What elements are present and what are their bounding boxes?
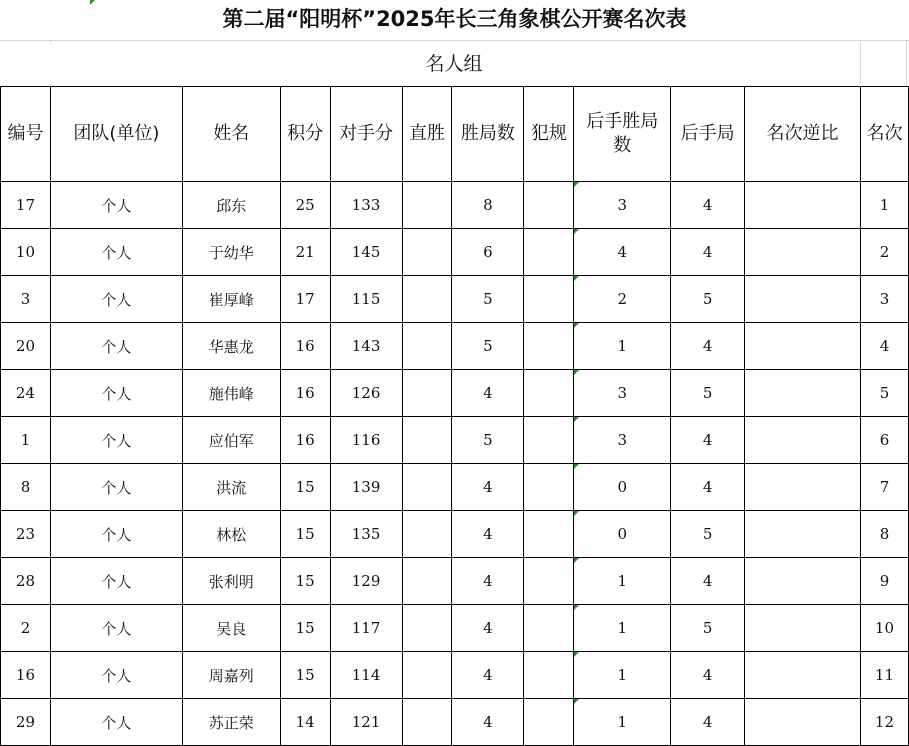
cell-comment-marker xyxy=(574,511,579,516)
cell-opponent-score: 139 xyxy=(330,464,402,511)
cell-comment-marker xyxy=(90,0,95,5)
table-row xyxy=(1,605,909,652)
ranking-table xyxy=(0,86,909,746)
group-title: 名人组 xyxy=(50,44,858,84)
cell-wins: 5 xyxy=(452,323,524,370)
cell-team: 个人 xyxy=(50,511,182,558)
cell-name: 张利明 xyxy=(182,558,280,605)
cell-wins: 4 xyxy=(452,370,524,417)
cell-fouls xyxy=(524,699,574,746)
cell-wins: 6 xyxy=(452,229,524,276)
col-header-wins: 胜局数 xyxy=(452,87,524,182)
cell-rank: 4 xyxy=(860,323,908,370)
cell-direct-win xyxy=(402,229,452,276)
header-row xyxy=(1,87,909,182)
cell-direct-win xyxy=(402,558,452,605)
cell-score: 15 xyxy=(280,464,330,511)
cell-team: 个人 xyxy=(50,558,182,605)
cell-name: 于幼华 xyxy=(182,229,280,276)
cell-id: 10 xyxy=(1,229,51,276)
cell-opponent-score: 145 xyxy=(330,229,402,276)
cell-score: 16 xyxy=(280,323,330,370)
cell-direct-win xyxy=(402,605,452,652)
cell-comment-marker xyxy=(574,652,579,657)
cell-black-games: 5 xyxy=(671,370,745,417)
cell-comment-marker xyxy=(574,464,579,469)
cell-comment-marker xyxy=(574,605,579,610)
cell-black-games: 4 xyxy=(671,417,745,464)
cell-rank-ratio xyxy=(745,276,861,323)
cell-team: 个人 xyxy=(50,652,182,699)
cell-comment-marker xyxy=(574,417,579,422)
cell-black-games: 4 xyxy=(671,699,745,746)
cell-team: 个人 xyxy=(50,276,182,323)
cell-direct-win xyxy=(402,370,452,417)
cell-black-wins: 3 xyxy=(574,417,671,464)
cell-score: 16 xyxy=(280,370,330,417)
cell-score: 21 xyxy=(280,229,330,276)
cell-rank-ratio xyxy=(745,323,861,370)
cell-black-wins: 3 xyxy=(574,182,671,229)
cell-rank: 8 xyxy=(860,511,908,558)
cell-direct-win xyxy=(402,323,452,370)
cell-fouls xyxy=(524,323,574,370)
cell-direct-win xyxy=(402,417,452,464)
cell-fouls xyxy=(524,182,574,229)
cell-black-games: 4 xyxy=(671,323,745,370)
cell-team: 个人 xyxy=(50,605,182,652)
cell-black-wins: 3 xyxy=(574,370,671,417)
cell-team: 个人 xyxy=(50,464,182,511)
cell-comment-marker xyxy=(574,370,579,375)
table-row xyxy=(1,511,909,558)
cell-score: 17 xyxy=(280,276,330,323)
cell-id: 23 xyxy=(1,511,51,558)
cell-rank-ratio xyxy=(745,652,861,699)
cell-rank: 11 xyxy=(860,652,908,699)
cell-id: 2 xyxy=(1,605,51,652)
cell-fouls xyxy=(524,276,574,323)
col-header-opponent-score: 对手分 xyxy=(330,87,402,182)
cell-id: 20 xyxy=(1,323,51,370)
cell-wins: 5 xyxy=(452,417,524,464)
col-header-fouls: 犯规 xyxy=(524,87,574,182)
col-header-direct-win: 直胜 xyxy=(402,87,452,182)
cell-comment-marker xyxy=(574,558,579,563)
cell-direct-win xyxy=(402,511,452,558)
cell-rank-ratio xyxy=(745,558,861,605)
cell-direct-win xyxy=(402,699,452,746)
cell-black-games: 5 xyxy=(671,276,745,323)
cell-name: 施伟峰 xyxy=(182,370,280,417)
col-header-rank-ratio: 名次逆比 xyxy=(745,87,861,182)
cell-name: 吴良 xyxy=(182,605,280,652)
cell-fouls xyxy=(524,511,574,558)
cell-name: 邱东 xyxy=(182,182,280,229)
cell-rank: 6 xyxy=(860,417,908,464)
cell-black-wins: 1 xyxy=(574,323,671,370)
cell-wins: 4 xyxy=(452,652,524,699)
cell-rank: 9 xyxy=(860,558,908,605)
cell-id: 3 xyxy=(1,276,51,323)
cell-wins: 8 xyxy=(452,182,524,229)
table-row xyxy=(1,370,909,417)
cell-wins: 5 xyxy=(452,276,524,323)
cell-score: 15 xyxy=(280,511,330,558)
cell-wins: 4 xyxy=(452,511,524,558)
cell-rank: 1 xyxy=(860,182,908,229)
cell-direct-win xyxy=(402,182,452,229)
cell-rank: 3 xyxy=(860,276,908,323)
cell-rank: 7 xyxy=(860,464,908,511)
cell-black-wins: 1 xyxy=(574,652,671,699)
cell-black-wins: 1 xyxy=(574,699,671,746)
cell-black-games: 4 xyxy=(671,182,745,229)
cell-black-games: 5 xyxy=(671,511,745,558)
cell-opponent-score: 135 xyxy=(330,511,402,558)
cell-id: 16 xyxy=(1,652,51,699)
cell-opponent-score: 126 xyxy=(330,370,402,417)
cell-id: 29 xyxy=(1,699,51,746)
page-title: 第二届“阳明杯”2025年长三角象棋公开赛名次表 xyxy=(0,0,909,40)
cell-score: 15 xyxy=(280,652,330,699)
cell-team: 个人 xyxy=(50,370,182,417)
cell-rank-ratio xyxy=(745,605,861,652)
table-row xyxy=(1,699,909,746)
cell-name: 周嘉列 xyxy=(182,652,280,699)
cell-id: 24 xyxy=(1,370,51,417)
cell-id: 1 xyxy=(1,417,51,464)
cell-fouls xyxy=(524,652,574,699)
cell-wins: 4 xyxy=(452,605,524,652)
col-header-name: 姓名 xyxy=(182,87,280,182)
cell-black-games: 4 xyxy=(671,464,745,511)
cell-opponent-score: 133 xyxy=(330,182,402,229)
cell-rank-ratio xyxy=(745,370,861,417)
cell-fouls xyxy=(524,464,574,511)
cell-comment-marker xyxy=(574,323,579,328)
cell-id: 8 xyxy=(1,464,51,511)
table-row xyxy=(1,417,909,464)
cell-black-wins: 1 xyxy=(574,605,671,652)
cell-name: 洪流 xyxy=(182,464,280,511)
cell-black-wins: 1 xyxy=(574,558,671,605)
cell-wins: 4 xyxy=(452,558,524,605)
cell-direct-win xyxy=(402,276,452,323)
cell-score: 16 xyxy=(280,417,330,464)
cell-rank: 12 xyxy=(860,699,908,746)
table-row xyxy=(1,276,909,323)
cell-black-games: 5 xyxy=(671,605,745,652)
cell-opponent-score: 115 xyxy=(330,276,402,323)
cell-id: 28 xyxy=(1,558,51,605)
cell-team: 个人 xyxy=(50,699,182,746)
cell-name: 崔厚峰 xyxy=(182,276,280,323)
cell-black-wins: 2 xyxy=(574,276,671,323)
cell-rank-ratio xyxy=(745,417,861,464)
col-header-rank: 名次 xyxy=(860,87,908,182)
cell-opponent-score: 117 xyxy=(330,605,402,652)
table-row xyxy=(1,558,909,605)
cell-comment-marker xyxy=(574,229,579,234)
cell-black-wins: 0 xyxy=(574,511,671,558)
cell-rank-ratio xyxy=(745,464,861,511)
cell-team: 个人 xyxy=(50,417,182,464)
col-header-team: 团队(单位) xyxy=(50,87,182,182)
cell-rank-ratio xyxy=(745,182,861,229)
cell-rank-ratio xyxy=(745,699,861,746)
table-row xyxy=(1,652,909,699)
cell-name: 华惠龙 xyxy=(182,323,280,370)
cell-fouls xyxy=(524,229,574,276)
cell-rank: 2 xyxy=(860,229,908,276)
cell-opponent-score: 114 xyxy=(330,652,402,699)
table-row xyxy=(1,323,909,370)
cell-rank: 5 xyxy=(860,370,908,417)
cell-black-games: 4 xyxy=(671,558,745,605)
col-header-black-wins: 后手胜局数 xyxy=(574,87,671,182)
cell-opponent-score: 121 xyxy=(330,699,402,746)
cell-opponent-score: 129 xyxy=(330,558,402,605)
cell-fouls xyxy=(524,417,574,464)
cell-direct-win xyxy=(402,652,452,699)
cell-black-wins: 4 xyxy=(574,229,671,276)
cell-team: 个人 xyxy=(50,229,182,276)
cell-comment-marker xyxy=(574,276,579,281)
cell-fouls xyxy=(524,370,574,417)
col-header-score: 积分 xyxy=(280,87,330,182)
cell-score: 14 xyxy=(280,699,330,746)
cell-opponent-score: 143 xyxy=(330,323,402,370)
cell-name: 应伯军 xyxy=(182,417,280,464)
cell-wins: 4 xyxy=(452,699,524,746)
table-row xyxy=(1,464,909,511)
table-row xyxy=(1,182,909,229)
cell-comment-marker xyxy=(574,699,579,704)
cell-team: 个人 xyxy=(50,182,182,229)
cell-fouls xyxy=(524,605,574,652)
cell-rank-ratio xyxy=(745,229,861,276)
cell-black-games: 4 xyxy=(671,652,745,699)
col-header-id: 编号 xyxy=(1,87,51,182)
cell-name: 苏正荣 xyxy=(182,699,280,746)
cell-score: 15 xyxy=(280,558,330,605)
table-row xyxy=(1,229,909,276)
cell-name: 林松 xyxy=(182,511,280,558)
cell-score: 15 xyxy=(280,605,330,652)
cell-comment-marker xyxy=(574,182,579,187)
cell-id: 17 xyxy=(1,182,51,229)
cell-direct-win xyxy=(402,464,452,511)
cell-fouls xyxy=(524,558,574,605)
cell-rank-ratio xyxy=(745,511,861,558)
cell-black-wins: 0 xyxy=(574,464,671,511)
cell-rank: 10 xyxy=(860,605,908,652)
cell-team: 个人 xyxy=(50,323,182,370)
cell-black-games: 4 xyxy=(671,229,745,276)
cell-opponent-score: 116 xyxy=(330,417,402,464)
cell-score: 25 xyxy=(280,182,330,229)
col-header-black-games: 后手局 xyxy=(671,87,745,182)
cell-wins: 4 xyxy=(452,464,524,511)
